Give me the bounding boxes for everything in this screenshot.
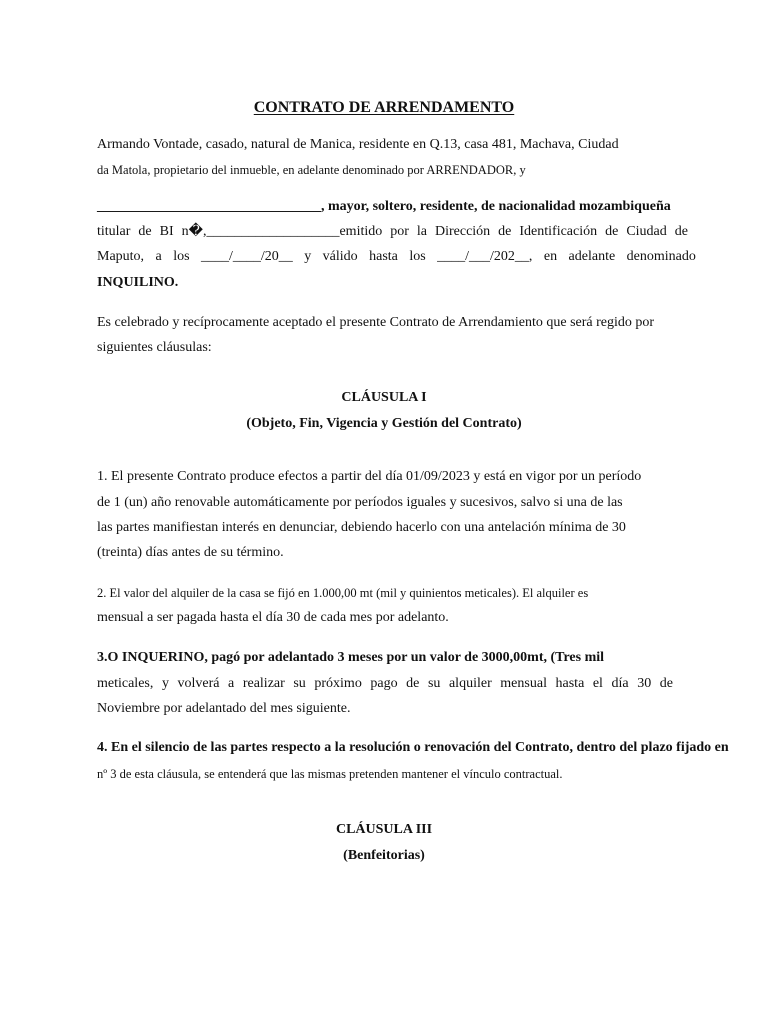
word: hasta: [369, 249, 398, 264]
word: n�,___________________emitido: [181, 224, 383, 239]
clause-1-heading: CLÁUSULA I: [341, 390, 427, 405]
word: la: [416, 224, 427, 239]
word: volverá: [177, 676, 220, 691]
preamble-line-2: siguientes cláusulas:: [97, 340, 212, 355]
word: y: [304, 249, 312, 264]
word: su: [427, 676, 441, 691]
word: de: [605, 224, 619, 239]
word: ____/____/20__: [200, 249, 293, 264]
word: Identificación: [519, 224, 598, 239]
word: próximo: [314, 676, 362, 691]
clause-1-p1-line: las partes manifiestan interés en denunciar, debiendo hacerlo con una antelación mínima de 30: [97, 520, 626, 535]
clause-1-p1-line: (treinta) días antes de su término.: [97, 545, 284, 560]
word: mensual: [500, 676, 547, 691]
clause-3-subheading: (Benfeitorias): [343, 848, 425, 863]
clause-1-p4-line-1: 4. En el silencio de las partes respecto a la resolución o renovación del Contrato, dentro del plazo fijado en: [97, 740, 729, 755]
word: de: [498, 224, 512, 239]
clause-1-p3-line-1: 3.O INQUERINO, pagó por adelantado 3 meses por un valor de 3000,00mt, (Tres mil: [97, 650, 605, 665]
word: BI: [159, 224, 174, 239]
clause-1-p4-line-2: nº 3 de esta cláusula, se entenderá que las mismas pretenden mantener el vínculo contractual.: [97, 767, 563, 781]
document-title: CONTRATO DE ARRENDAMENTO: [253, 99, 515, 116]
word: Ciudad: [626, 224, 667, 239]
clause-1-p2-line: mensual a ser pagada hasta el día 30 de cada mes por adelanto.: [97, 610, 449, 625]
word: su: [293, 676, 306, 691]
word: denominado: [626, 249, 696, 264]
word: realizar: [242, 676, 285, 691]
word: por: [390, 224, 409, 239]
intro-line-1: Armando Vontade, casado, natural de Manica, residente en Q.13, casa 481, Machava, Ciudad: [97, 137, 619, 152]
word: Dirección: [434, 224, 491, 239]
clause-1-p2-line: 2. El valor del alquiler de la casa se fijó en 1.000,00 mt (mil y quinientos meticales). El alquiler es: [97, 586, 589, 600]
tenant-line-3: [97, 248, 696, 266]
word: de: [138, 224, 152, 239]
word: de: [674, 224, 688, 239]
word: 30: [637, 676, 652, 691]
word: a: [155, 249, 162, 264]
word: titular: [97, 224, 131, 239]
word: alquiler: [448, 676, 492, 691]
word: de: [406, 676, 420, 691]
clause-1-p3-line-3: Noviembre por adelantado del mes siguiente.: [97, 701, 351, 716]
tenant-line-2: [97, 223, 688, 241]
word: los: [173, 249, 190, 264]
tenant-line-1: ________________________________, mayor, soltero, residente, de nacionalidad mozambiqueña: [97, 199, 671, 214]
word: pago: [370, 676, 398, 691]
clause-1-subheading: (Objeto, Fin, Vigencia y Gestión del Contrato): [246, 416, 522, 431]
word: ____/___/202__,: [437, 249, 533, 264]
word: el: [592, 676, 603, 691]
word: de: [659, 676, 673, 691]
intro-line-2: da Matola, propietario del inmueble, en adelante denominado por ARRENDADOR, y: [97, 163, 526, 177]
word: hasta: [555, 676, 585, 691]
word: a: [228, 676, 235, 691]
word: meticales,: [97, 676, 154, 691]
preamble-line-1: Es celebrado y recíprocamente aceptado el presente Contrato de Arrendamiento que será regido por: [97, 315, 655, 330]
tenant-line-4: INQUILINO.: [97, 275, 179, 290]
word: día: [611, 676, 629, 691]
word: los: [409, 249, 426, 264]
word: adelante: [568, 249, 616, 264]
word: en: [543, 249, 558, 264]
clause-3-heading: CLÁUSULA III: [335, 822, 433, 837]
word: Maputo,: [97, 249, 145, 264]
clause-1-p1-line: 1. El presente Contrato produce efectos a partir del día 01/09/2023 y está en vigor por un período: [97, 469, 642, 484]
word: válido: [322, 249, 358, 264]
clause-1-p3-line-2: [97, 675, 673, 693]
word: y: [161, 676, 169, 691]
clause-1-p1-line: de 1 (un) año renovable automáticamente por períodos iguales y sucesivos, salvo si una de las: [97, 495, 623, 510]
